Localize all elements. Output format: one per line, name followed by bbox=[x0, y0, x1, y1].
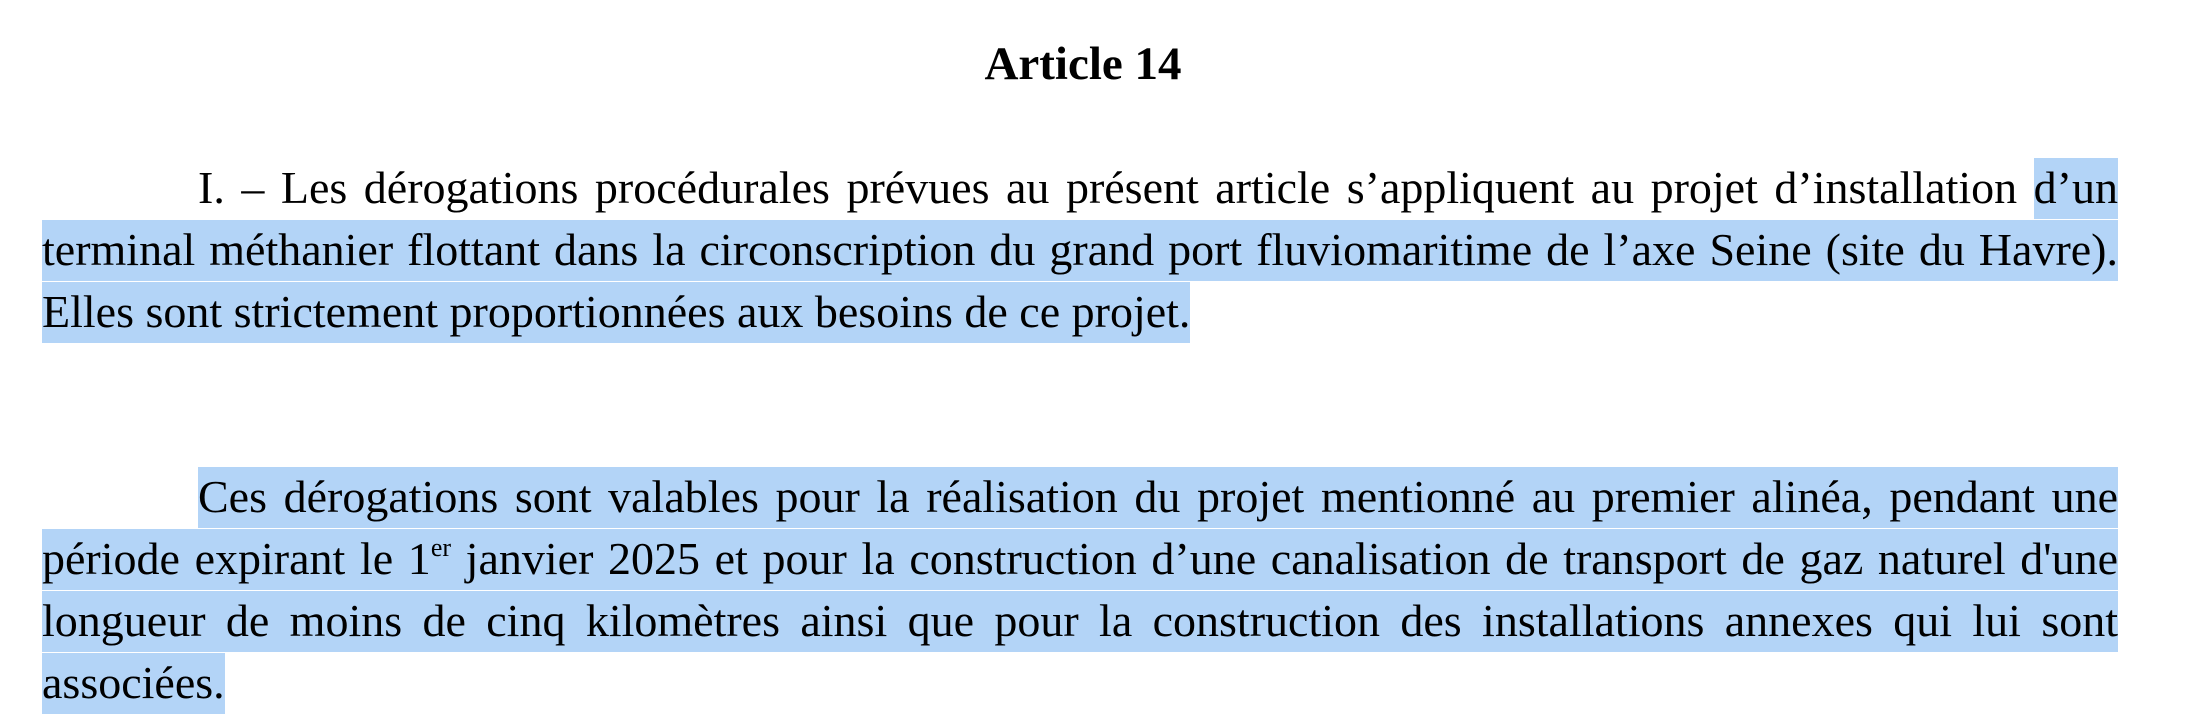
paragraph-2-selected-text[interactable] bbox=[42, 467, 2118, 714]
paragraph-2-text-end: janvier 2025 et pour la construction d’une canalisation de transport de gaz naturel d'une longueur de moins de cinq kilomètres ainsi que pour la construction des installations annexes qui lui sont associées. bbox=[42, 533, 2118, 708]
article-title: Article 14 bbox=[984, 38, 1182, 90]
paragraph-1-plain-text: I. – Les dérogations procédurales prévues au présent article s’appliquent au projet d’installation bbox=[198, 162, 2034, 213]
ordinal-superscript: er bbox=[430, 533, 452, 562]
paragraph-2 bbox=[42, 466, 2118, 714]
paragraph-2-text-start: Ces dérogations sont valables pour la réalisation du projet mentionné au premier alinéa, pendant une période expirant le 1 bbox=[42, 471, 2118, 584]
paragraph-1-selected-text[interactable]: d’un terminal méthanier flottant dans la circonscription du grand port fluviomaritime de l’axe Seine (site du Havre). Elles sont strictement proportionnées aux besoins de ce projet. bbox=[42, 158, 2118, 343]
paragraph-1 bbox=[42, 157, 2118, 343]
